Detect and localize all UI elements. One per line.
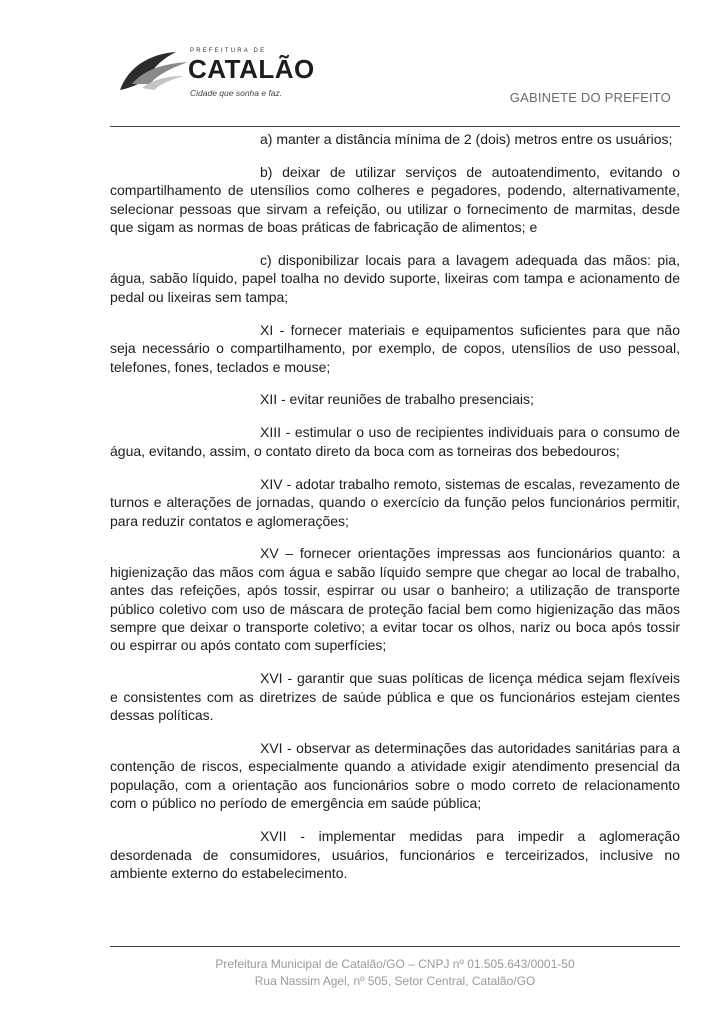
footer-divider	[110, 946, 680, 947]
office-title: GABINETE DO PREFEITO	[509, 90, 671, 105]
footer-line-2: Rua Nassim Agel, nº 505, Setor Central, Catalão/GO	[254, 974, 536, 988]
paragraph-xv: XV – fornecer orientações impressas aos funcionários quanto: a higienização das mãos com água e sabão líquido sempre que chegar ao local de trabalho, antes das refeições, após tossir, espirrar ou usar o banheiro; a utilização de transporte público coletivo com uso de máscara de proteção facial bem como higienização das mãos sempre que deixar o transporte coletivo; a evitar tocar os olhos, nariz ou boca após tossir ou espirrar ou após contato com superfícies;	[110, 545, 680, 654]
document-body	[110, 130, 680, 897]
paragraph-item-a: a) manter a distância mínima de 2 (dois) metros entre os usuários;	[260, 131, 673, 147]
paragraph-xvii: XVII - implementar medidas para impedir a aglomeração desordenada de consumidores, usuários, funcionários e terceirizados, inclusive no ambiente externo do estabelecimento.	[110, 828, 680, 881]
paragraph-item-b: b) deixar de utilizar serviços de autoatendimento, evitando o compartilhamento de utensílios como colheres e pegadores, podendo, alternativamente, selecionar pessoas que sirvam a refeição, ou utilizar o fornecimento de marmitas, desde que sigam as normas de boas práticas de fabricação de alimentos; e	[110, 163, 680, 236]
paragraph-item-c: c) disponibilizar locais para a lavagem adequada das mãos: pia, água, sabão líquido, papel toalha no devido suporte, lixeiras com tampa e acionamento de pedal ou lixeiras sem tampa;	[110, 252, 680, 305]
footer	[110, 956, 680, 990]
logo-prefix: PREFEITURA DE	[190, 48, 267, 54]
paragraph-xvi-a: XVI - garantir que suas políticas de licença médica sejam flexíveis e consistentes com as diretrizes de saúde pública e que os funcionários estejam cientes dessas políticas.	[110, 670, 680, 724]
header-divider	[110, 126, 680, 127]
catalao-logo	[118, 44, 348, 104]
paragraph-xi: XI - fornecer materiais e equipamentos suficientes para que não seja necessário o compartilhamento, por exemplo, de copos, utensílios de uso pessoal, telefones, fones, teclados e mouse;	[110, 321, 680, 375]
footer-line-1: Prefeitura Municipal de Catalão/GO – CNPJ nº 01.505.643/0001-50	[215, 957, 575, 971]
logo-name: CATALÃO	[188, 54, 315, 84]
paragraph-xii: XII - evitar reuniões de trabalho presenciais;	[260, 391, 534, 408]
bird-emblem-icon	[118, 44, 190, 96]
logo-tagline: Cidade que sonha e faz.	[190, 88, 283, 98]
paragraph-xiv: XIV - adotar trabalho remoto, sistemas de escalas, revezamento de turnos e alterações de jornadas, quando o exercício da função pelos funcionários permitir, para reduzir contatos e aglomerações;	[110, 475, 680, 529]
paragraph-xiii: XIII - estimular o uso de recipientes individuais para o consumo de água, evitando, assim, o contato direto da boca com as torneiras dos bebedouros;	[110, 424, 680, 459]
paragraph-xvi-b: XVI - observar as determinações das autoridades sanitárias para a contenção de riscos, especialmente quando a atividade exigir atendimento presencial da população, com a orientação aos funcionários sobre o modo correto de relacionamento com o público no período de emergência em saúde pública;	[110, 740, 680, 812]
